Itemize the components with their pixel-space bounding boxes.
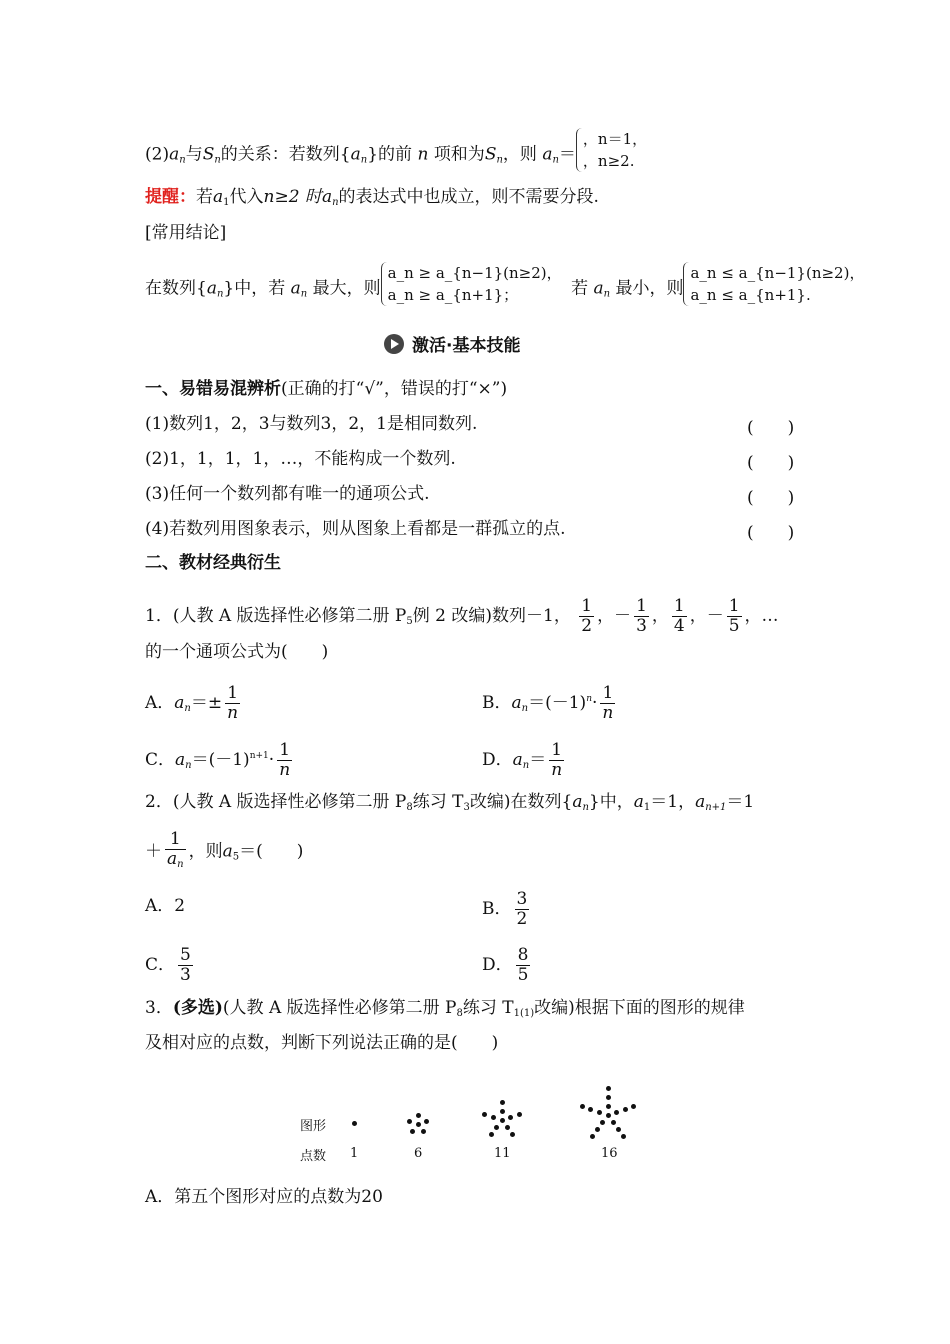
judge-item-2: (2)1，1，1，1，…，不能构成一个数列.: [145, 449, 456, 469]
judge-item-3: (3)任何一个数列都有唯一的通项公式.: [145, 484, 430, 504]
count-row-label: 点数: [300, 1149, 327, 1164]
figure-dot: [494, 1125, 499, 1130]
question-3: 3．(多选)(人教 A 版选择性必修第二册 $P_8$练习 $T_{1(1)}$改编)根据下面的图形的规律: [145, 998, 745, 1019]
piecewise-brace: ，n＝1， ，n≥2.: [576, 128, 651, 172]
count-2: 6: [414, 1146, 423, 1161]
q2-option-b[interactable]: B． $\frac{3}{2}$: [482, 889, 528, 929]
figure-dot: [606, 1113, 611, 1118]
figure-dot: [588, 1107, 593, 1112]
figure-dot: [606, 1086, 611, 1091]
count-4: 16: [601, 1146, 618, 1161]
figure-dot: [421, 1129, 426, 1134]
q1-option-c[interactable]: C．$a_n=(-1)^{n+1}\cdot$ $\frac{1}{n}$: [145, 740, 291, 780]
figure-dot: [505, 1125, 510, 1130]
figure-dot: [407, 1119, 412, 1124]
figure-dot: [606, 1104, 611, 1109]
figure-dot: [500, 1109, 505, 1114]
tip-line: 提醒：若$a_1$代入n≥2 时$a_n$的表达式中也成立，则不需要分段.: [145, 187, 599, 208]
figure-dot: [623, 1107, 628, 1112]
figure-dot: [416, 1113, 421, 1118]
count-3: 11: [494, 1146, 511, 1161]
q1-option-d[interactable]: D．$a_n=$ $\frac{1}{n}$: [482, 740, 563, 780]
figure-dot: [517, 1112, 522, 1117]
q3-option-a[interactable]: A．第五个图形对应的点数为20: [145, 1187, 383, 1207]
min-brace: a_n ≤ a_{n−1}(n≥2)， a_n ≤ a_{n+1}.: [683, 262, 868, 306]
max-brace: a_n ≥ a_{n−1}(n≥2)， a_n ≥ a_{n+1}；: [381, 262, 566, 306]
figure-dot: [489, 1132, 494, 1137]
figure-dot: [352, 1121, 357, 1126]
question-2-line2: ＋ $\frac{1}{a_n}$ ，则$a_5=$( ): [145, 829, 304, 870]
q1-option-b[interactable]: B．$a_n=(-1)^n\cdot$ $\frac{1}{n}$: [482, 683, 614, 723]
figure-dot: [416, 1122, 421, 1127]
figure-dot: [631, 1104, 636, 1109]
figure-dot: [600, 1120, 605, 1125]
figure-dot: [424, 1119, 429, 1124]
count-1: 1: [350, 1146, 359, 1161]
figure-dot: [621, 1134, 626, 1139]
figure-dot: [590, 1134, 595, 1139]
figure-dot: [597, 1110, 602, 1115]
common-title: [常用结论]: [145, 223, 227, 243]
judge-item-4: (4)若数列用图象表示，则从图象上看都是一群孤立的点.: [145, 519, 566, 539]
figure-dot: [611, 1120, 616, 1125]
question-2: 2．(人教 A 版选择性必修第二册 $P_8$练习 $T_3$改编)在数列$\{a_n\}$中，$a_1=1$，$a_{n+1}=1$: [145, 792, 755, 813]
figure-dot: [500, 1118, 505, 1123]
answer-blank-1[interactable]: ( ): [747, 418, 795, 438]
common-conclusion: 在数列$\{a_n\}$中，若 $a_n$ 最大，则 a_n ≥ a_{n−1}(n≥2)， a_n ≥ a_{n+1}； 若 $a_n$ 最小，则 a_n ≤ a_{n−1}(n≥2)， a_n ≤ a_{n+1}.: [145, 272, 868, 306]
part2-heading: 二、教材经典衍生: [145, 553, 281, 573]
figure-dot: [410, 1129, 415, 1134]
part1-heading: 一、易错易混辨析(正确的打“√”，错误的打“×”): [145, 379, 508, 399]
answer-blank-3[interactable]: ( ): [747, 488, 795, 508]
play-icon: [384, 334, 404, 354]
figure-dot: [500, 1100, 505, 1105]
figure-dot: [595, 1127, 600, 1132]
q2-option-c[interactable]: C． $\frac{5}{3}$: [145, 945, 191, 985]
relation-line: $(2)a_n$与$S_n$的关系：若数列$\{a_n\}$的前 n 项和为$S_n$，则 $a_n=$ ，n＝1， ，n≥2.: [145, 138, 651, 172]
answer-blank-2[interactable]: ( ): [747, 453, 795, 473]
figure-dot: [614, 1110, 619, 1115]
figure-dot: [482, 1112, 487, 1117]
answer-blank-4[interactable]: ( ): [747, 523, 795, 543]
figure-dot: [510, 1132, 515, 1137]
figure-dot: [491, 1115, 496, 1120]
question-1-line2: 的一个通项公式为( ): [145, 642, 329, 662]
figure-dot: [606, 1095, 611, 1100]
figure-dot: [508, 1115, 513, 1120]
figure-dot: [580, 1104, 585, 1109]
section-heading: 激活·基本技能: [384, 331, 520, 356]
q1-option-a[interactable]: A．$a_n=\pm$ $\frac{1}{n}$: [145, 683, 239, 723]
question-1: 1．(人教 A 版选择性必修第二册 $P_5$例 2 改编)数列－1， $\frac{1}{2}$ ，－ $\frac{1}{3}$ ， $\frac{1}{4}$ ，－ $\frac{1}{5}$ ，…: [145, 596, 779, 636]
question-3-line2: 及相对应的点数，判断下列说法正确的是( ): [145, 1033, 499, 1053]
q2-option-a[interactable]: A．2: [145, 896, 186, 916]
figure-row-label: 图形: [300, 1119, 327, 1134]
judge-item-1: (1)数列1，2，3与数列3，2，1是相同数列.: [145, 414, 478, 434]
q2-option-d[interactable]: D． $\frac{8}{5}$: [482, 945, 529, 985]
figure-dot: [616, 1127, 621, 1132]
